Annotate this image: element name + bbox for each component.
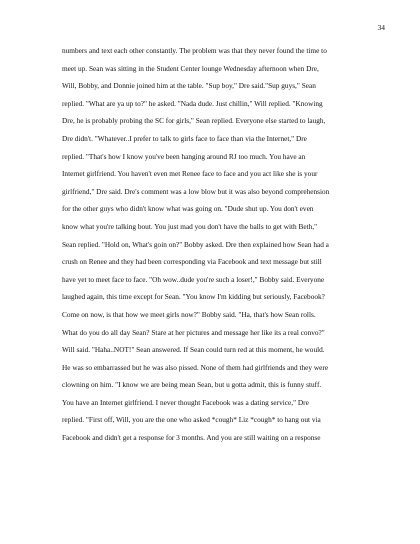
text-line: Facebook and didn't get a response for 3 months. And you are still waiting on a response bbox=[62, 433, 321, 443]
text-line: laughed again, this time except for Sean. "You know I'm kidding but seriously, Facebook? bbox=[62, 292, 325, 302]
text-line: replied. "That's how I know you've been hanging around RJ too much. You have an bbox=[62, 151, 306, 161]
text-line: replied. "First off, Will, you are the one who asked *cough* Liz *cough* to hang out via bbox=[62, 415, 321, 425]
page-number: 34 bbox=[377, 23, 385, 32]
body-text bbox=[62, 42, 382, 447]
text-line: You have an Internet girlfriend. I never thought Facebook was a dating service," Dre bbox=[62, 397, 309, 407]
text-line: replied. "What are ya up to?" he asked. "Nada dude. Just chillin," Will replied. "Knowing bbox=[62, 98, 323, 108]
text-line: He was so embarrassed but he was also pissed. None of them had girlfriends and they were bbox=[62, 362, 329, 372]
text-line: girlfriend," Dre said. Dre's comment was a low blow but it was also beyond comprehension bbox=[62, 186, 330, 196]
text-line: meet up. Sean was sitting in the Student Center lounge Wednesday afternoon when Dre, bbox=[62, 63, 319, 73]
text-line: Dre didn't. "Whatever..I prefer to talk to girls face to face than via the Internet," Dre bbox=[62, 133, 307, 143]
text-line: Will said. "Haha..NOT!" Sean answered. If Sean could turn red at this moment, he would. bbox=[62, 345, 325, 355]
text-line: Sean replied. "Hold on, What's goin on?" Bobby asked. Dre then explained how Sean had a bbox=[62, 239, 329, 249]
text-line: Internet girlfriend. You haven't even met Renee face to face and you act like she is your bbox=[62, 169, 318, 179]
text-line: numbers and text each other constantly. The problem was that they never found the time to bbox=[62, 46, 327, 55]
text-line: Dre, he is probably probing the SC for girls," Sean replied. Everyone else started to laugh, bbox=[62, 116, 326, 126]
text-line: crush on Renee and they had been corresponding via Facebook and text message but still bbox=[62, 257, 322, 267]
text-line: know what you're talking bout. You just mad you don't have the balls to get with Beth," bbox=[62, 221, 318, 231]
text-line: Come on now, is that how we meet girls now?" Bobby said. "Ha, that's how Sean rolls. bbox=[62, 309, 316, 319]
text-line: for the other guys who didn't know what was going on. "Dude shut up. You don't even bbox=[62, 204, 314, 214]
text-line: Will, Bobby, and Donnie joined him at the table. "Sup boy," Dre said."Sup guys," Sean bbox=[62, 81, 316, 91]
text-line: clowning on him. "I know we are being mean Sean, but u gotta admit, this is funny stuff. bbox=[62, 380, 322, 390]
text-line: What do you do all day Sean? Stare at her pictures and message her like its a real convo?" bbox=[62, 327, 325, 337]
text-line: have yet to meet face to face. "Oh wow..dude you're such a loser!," Bobby said. Everyone bbox=[62, 274, 325, 284]
